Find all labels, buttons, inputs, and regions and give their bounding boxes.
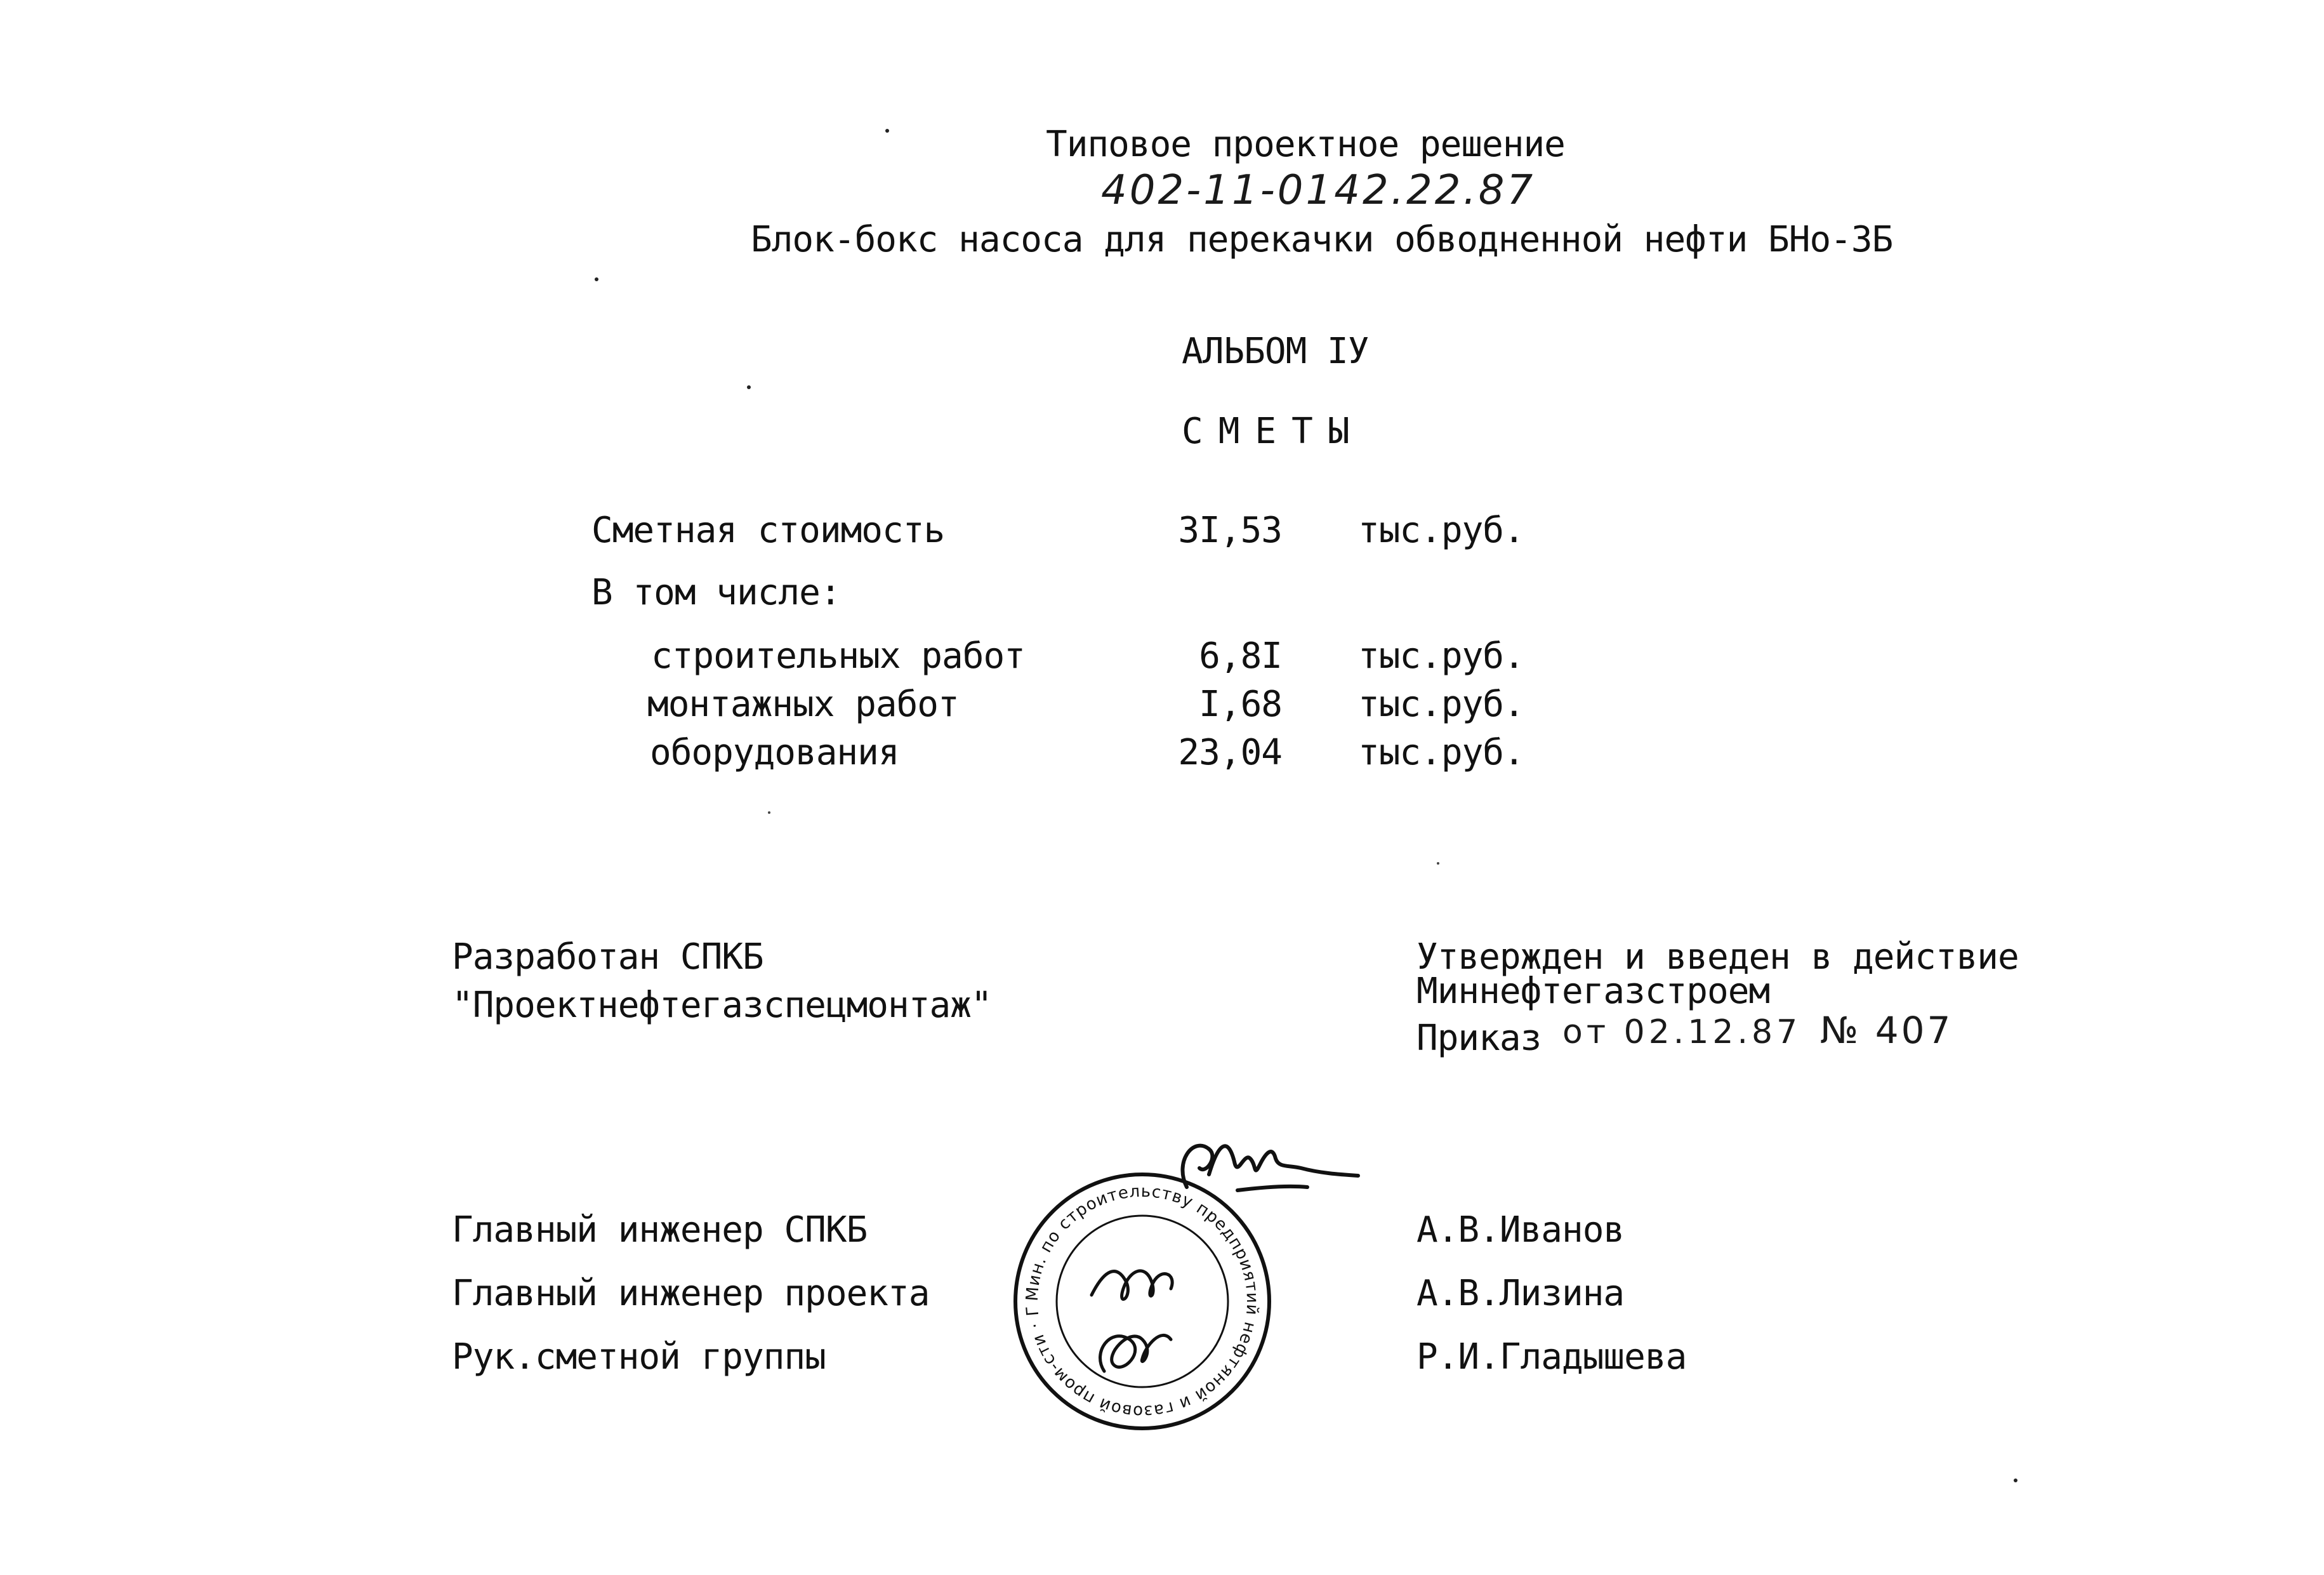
album-label: АЛЬБОМ IУ — [1182, 331, 1369, 372]
signature-name: А.В.Лизина — [1416, 1273, 1625, 1314]
order-label: Приказ — [1416, 1018, 1542, 1059]
document-title: Блок-бокс насоса для перекачки обводненной нефти БНо-ЗБ — [751, 219, 1893, 260]
cost-item-unit: тыс.руб. — [1358, 732, 1524, 773]
approval-line2: Миннефтегазстроем — [1416, 971, 1770, 1012]
developer-line2: "Проектнефтегазспецмонтаж" — [452, 985, 992, 1026]
signature-role: Главный инженер СПКБ — [452, 1209, 868, 1251]
signature-name: Р.И.Гладышева — [1416, 1336, 1687, 1378]
signature-role: Рук.сметной группы — [452, 1336, 826, 1378]
document-code: 402-11-0142.22.87 — [1101, 167, 1536, 214]
including-label: В том числе: — [591, 572, 841, 613]
total-cost-label: Сметная стоимость — [591, 510, 945, 551]
cost-item-label: оборудования — [650, 732, 899, 773]
signature-name: А.В.Иванов — [1416, 1209, 1625, 1251]
cost-item-value: I,68 — [1199, 684, 1282, 725]
signature-role: Главный инженер проекта — [452, 1273, 930, 1314]
cost-item-value: 23,04 — [1178, 732, 1282, 773]
cost-item-label: монтажных работ — [647, 684, 959, 725]
cost-item-unit: тыс.руб. — [1358, 684, 1524, 725]
order-date: от 02.12.87 — [1562, 1013, 1802, 1051]
approval-line1: Утвержден и введен в действие — [1416, 936, 2019, 978]
stamp-ring-textpath: Мин. по строительству предприятий нефтяной и газовой пром-сти · Главное управление · Спец. проект. конструкторск. бюро · Техническое — [1001, 1147, 1262, 1421]
section-label: СМЕТЫ — [1182, 411, 1365, 452]
cost-item-label: строительных работ — [651, 635, 1025, 677]
cost-item-value: 6,8I — [1199, 635, 1282, 677]
header-line1: Типовое проектное решение — [1046, 124, 1565, 165]
developer-line1: Разработан СПКБ — [452, 936, 763, 978]
total-cost-unit: тыс.руб. — [1358, 510, 1524, 551]
total-cost-value: 3I,53 — [1178, 510, 1282, 551]
cost-item-unit: тыс.руб. — [1358, 635, 1524, 677]
order-number: № 407 — [1820, 1009, 1953, 1052]
